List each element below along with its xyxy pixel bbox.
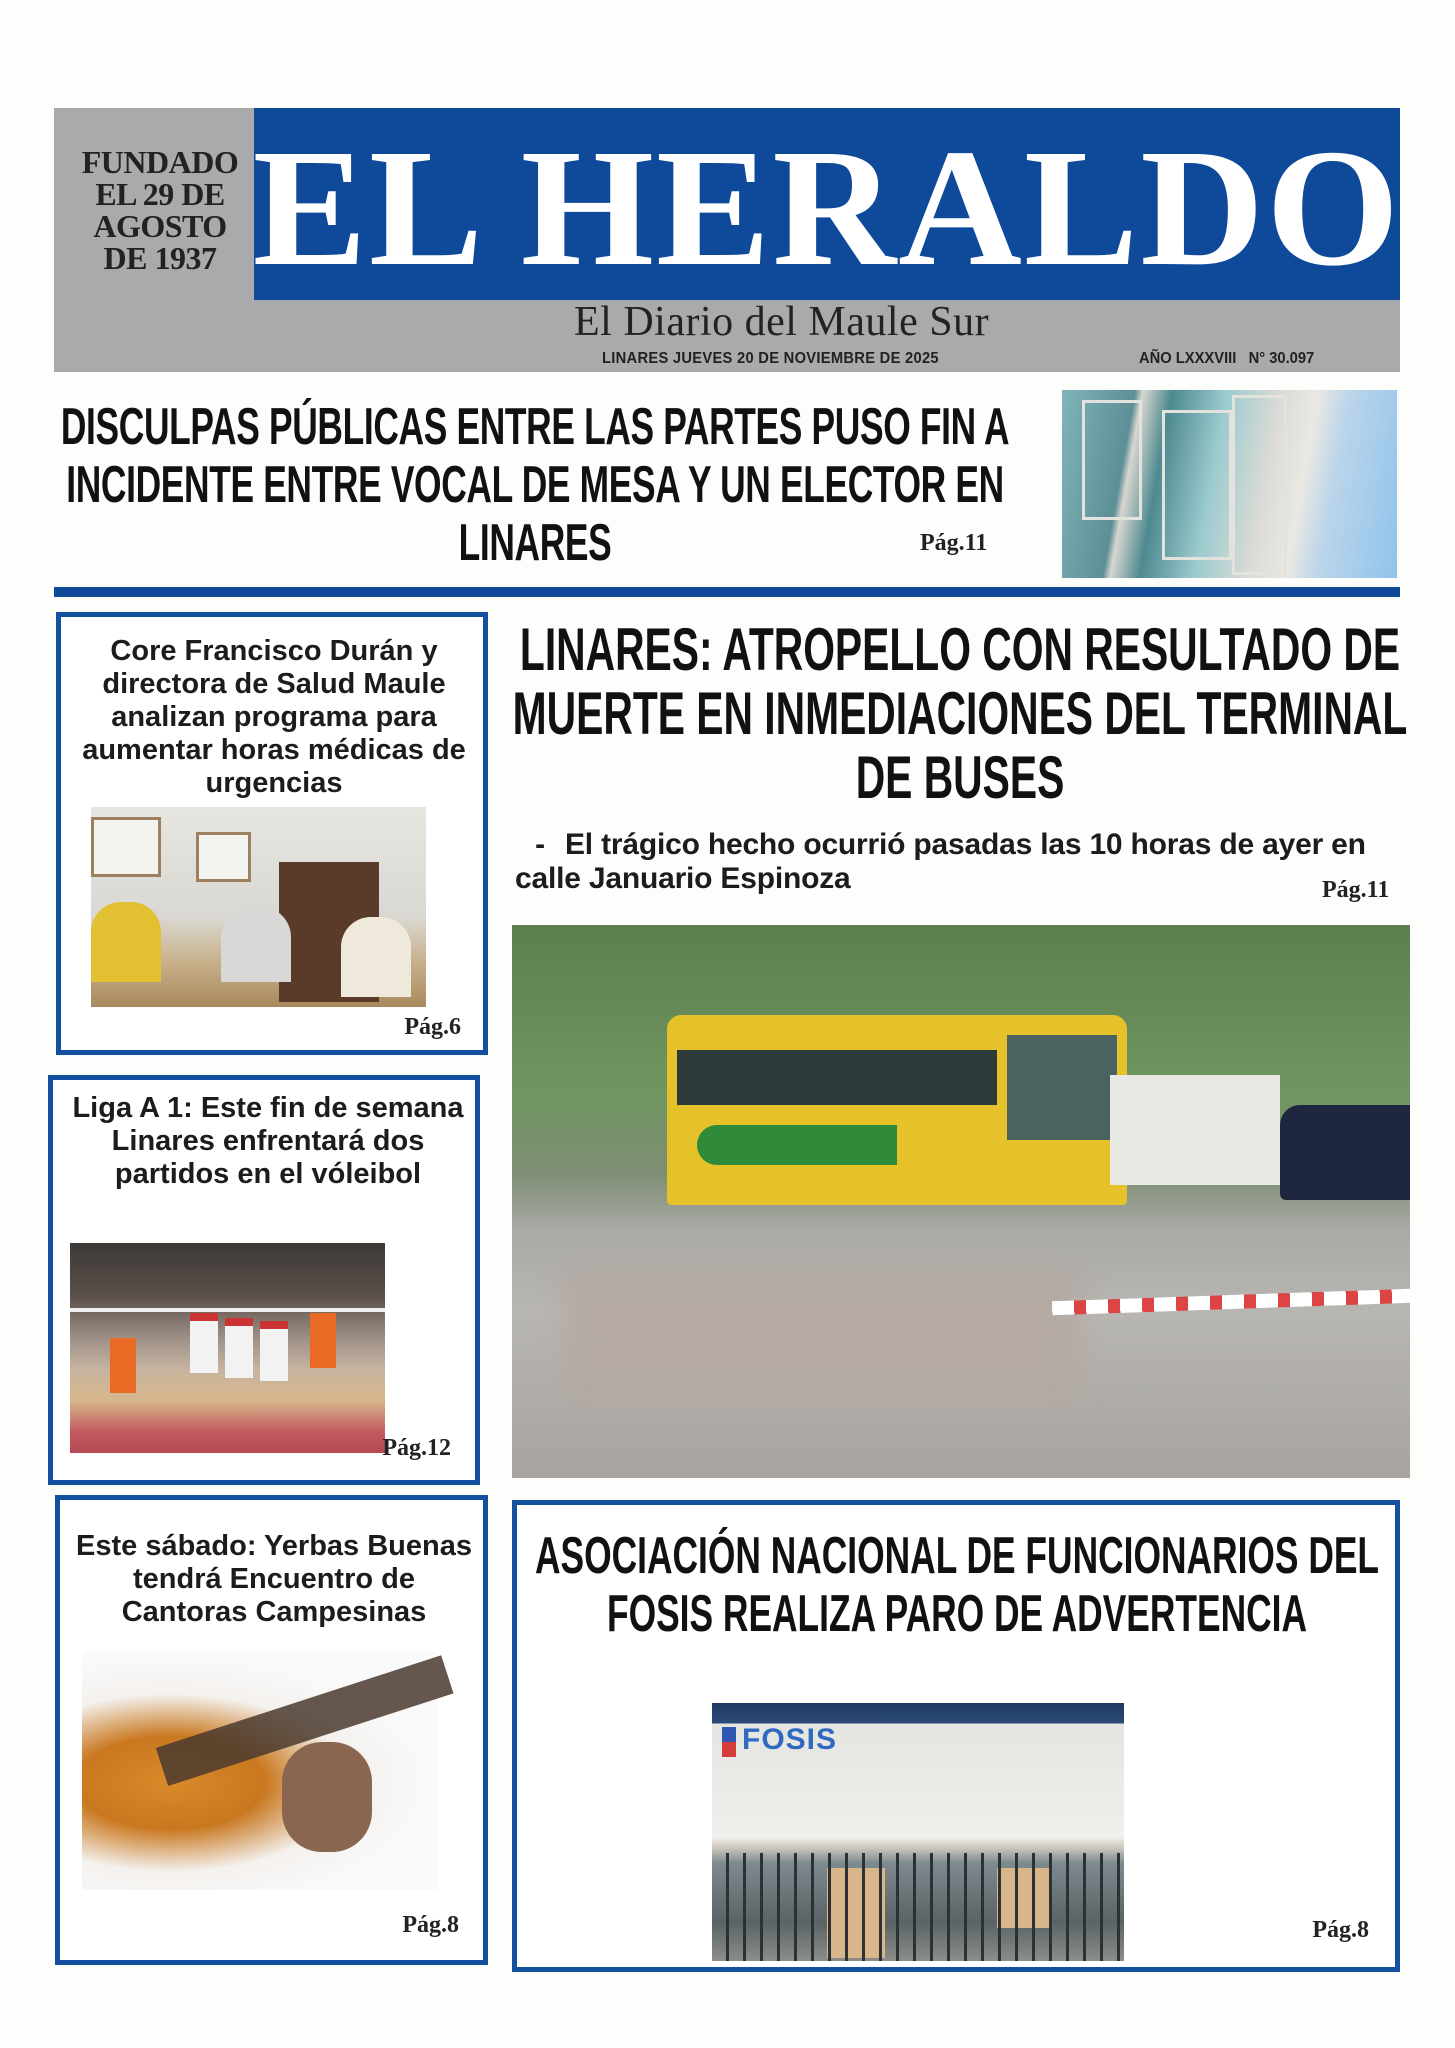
player: [310, 1313, 336, 1368]
tagline: El Diario del Maule Sur: [574, 299, 990, 345]
bus-stripe: [697, 1125, 897, 1165]
whiteboard: [196, 832, 251, 882]
player: [260, 1321, 288, 1381]
bottom-story-headline-wrap: [517, 1527, 1397, 1643]
founded-line: DE 1937: [103, 240, 217, 276]
bus-windshield: [1007, 1035, 1117, 1140]
masthead: [54, 108, 1400, 372]
side-story-page-ref[interactable]: Pág.8: [402, 1912, 459, 1938]
main-story-headline-wrap: [505, 618, 1415, 810]
side-story-page-ref[interactable]: Pág.12: [382, 1435, 451, 1461]
deck-text: El trágico hecho ocurrió pasadas las 10 horas de ayer en calle Januario Espinoza: [515, 828, 1366, 895]
bus: [667, 1015, 1127, 1205]
side-story-headline[interactable]: Este sábado: Yerbas Buenas tendrá Encuentro de Cantoras Campesinas: [76, 1530, 472, 1628]
chile-flag-icon: [722, 1727, 736, 1757]
deck-bullet: -: [535, 828, 545, 861]
side-story-headline[interactable]: Liga A 1: Este fin de semana Linares enfrentará dos partidos en el vóleibol: [72, 1092, 464, 1190]
player: [110, 1338, 136, 1393]
window-frame: [1162, 410, 1232, 560]
top-story-photo[interactable]: [1062, 390, 1397, 578]
founded-line: FUNDADO: [81, 144, 239, 180]
issue-number: AÑO LXXXVIII N° 30.097: [1139, 350, 1315, 367]
side-story-photo[interactable]: [91, 807, 426, 1007]
whiteboard: [91, 817, 161, 877]
volleyball-net: [70, 1308, 385, 1312]
side-story-page-ref[interactable]: Pág.6: [404, 1014, 461, 1040]
main-story-page-ref[interactable]: Pág.11: [1322, 877, 1390, 903]
truck: [1110, 1075, 1280, 1185]
side-story-volleyball[interactable]: [48, 1075, 480, 1485]
side-story-photo[interactable]: [82, 1652, 437, 1890]
title-block: [254, 108, 1400, 300]
main-story-headline[interactable]: LINARES: ATROPELLO CON RESULTADO DE MUERTE EN INMEDIACIONES DEL TERMINAL DE BUSES: [512, 616, 1408, 811]
top-story-headline-wrap: [60, 398, 1010, 572]
main-story-deck: [515, 828, 1395, 896]
person: [221, 907, 291, 982]
newspaper-title: EL HERALDO: [252, 115, 1402, 301]
bottom-story-headline[interactable]: ASOCIACIÓN NACIONAL DE FUNCIONARIOS DEL FOSIS REALIZA PARO DE ADVERTENCIA: [534, 1527, 1380, 1643]
fence: [712, 1853, 1124, 1961]
person: [91, 902, 161, 982]
top-story-page-ref[interactable]: Pág.11: [920, 530, 988, 556]
main-story-photo[interactable]: [512, 925, 1410, 1478]
founded-line: EL 29 DE: [95, 176, 225, 212]
window-frame: [1082, 400, 1142, 520]
section-divider: [54, 587, 1400, 597]
dateline: LINARES JUEVES 20 DE NOVIEMBRE DE 2025: [602, 350, 939, 367]
top-story-headline[interactable]: DISCULPAS PÚBLICAS ENTRE LAS PARTES PUSO FIN A INCIDENTE ENTRE VOCAL DE MESA Y UN ELECTOR EN LINARES: [60, 398, 1010, 572]
bottom-story-fosis[interactable]: [512, 1500, 1400, 1972]
side-story-health[interactable]: [56, 612, 488, 1055]
bus-windows: [677, 1050, 997, 1105]
founded-date: [70, 146, 250, 274]
hand: [282, 1742, 372, 1852]
side-story-music[interactable]: [55, 1495, 488, 1965]
founded-line: AGOSTO: [93, 208, 227, 244]
window-frame: [1232, 395, 1287, 575]
fosis-sign: FOSIS: [742, 1723, 838, 1756]
player: [190, 1313, 218, 1373]
side-story-headline[interactable]: Core Francisco Durán y directora de Salud Maule analizan programa para aumentar horas médicas de urgencias: [82, 635, 466, 799]
bottom-story-photo[interactable]: [712, 1703, 1124, 1961]
person: [341, 917, 411, 997]
side-story-photo[interactable]: [70, 1243, 385, 1453]
bottom-story-page-ref[interactable]: Pág.8: [1312, 1917, 1369, 1943]
player: [225, 1318, 253, 1378]
police-tape: [1052, 1289, 1410, 1316]
blurred-area: [562, 1265, 1082, 1405]
car: [1280, 1105, 1410, 1200]
